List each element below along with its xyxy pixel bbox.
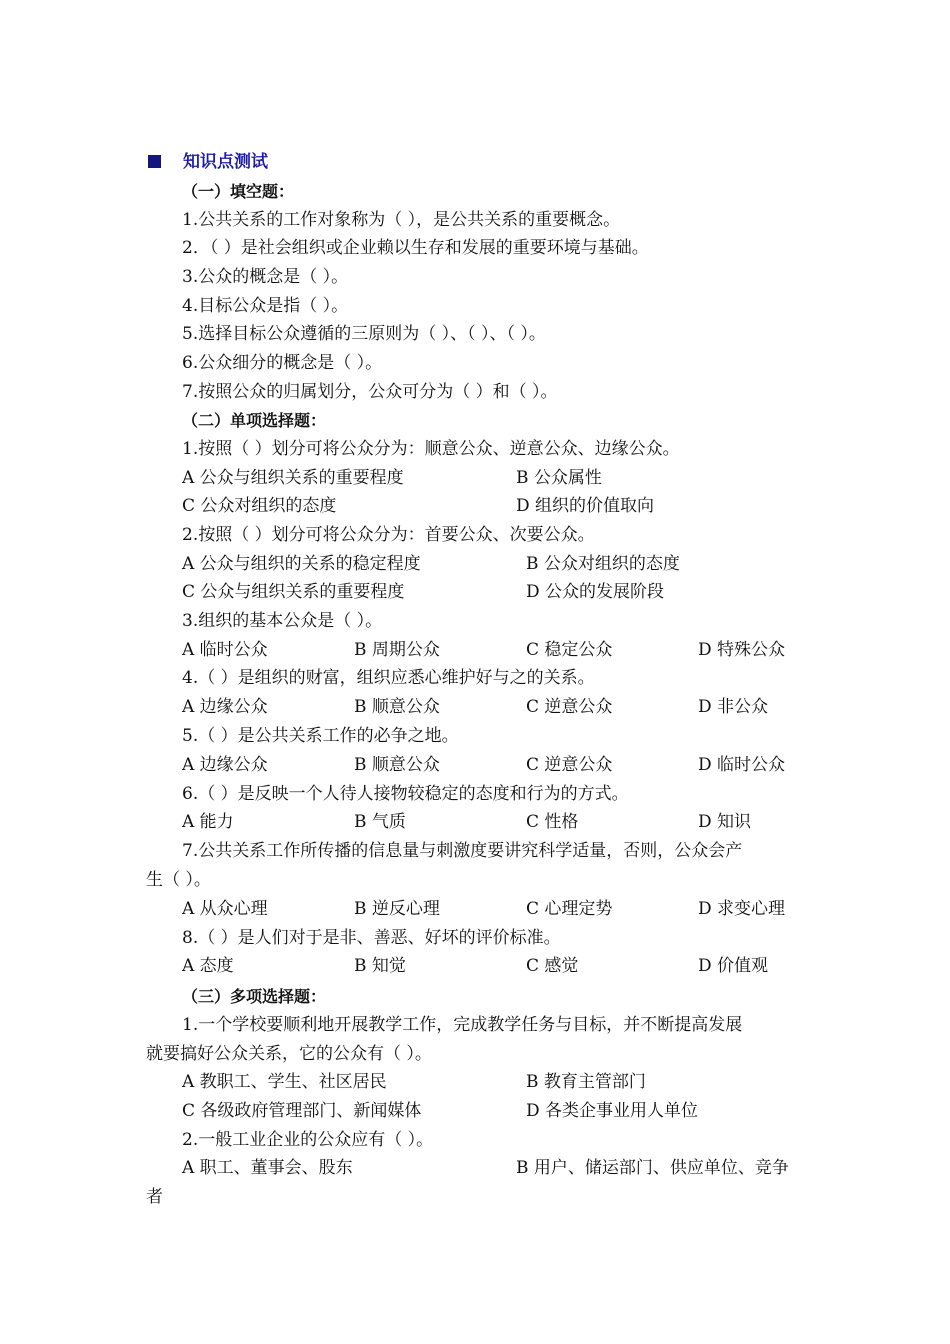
multi-section-title: （三）多项选择题： [182,987,327,1006]
option: A 边缘公众 [182,697,268,717]
option: B 公众属性 [516,468,602,488]
fill-question: 7.按照公众的归属划分，公众可分为（ ）和（ ）。 [182,382,558,402]
option: D 各类企事业用人单位 [526,1101,699,1121]
single-question: 3.组织的基本公众是（ ）。 [182,611,383,631]
option-row [182,952,882,981]
option: D 价值观 [698,956,769,976]
option: D 公众的发展阶段 [526,582,665,602]
option: B 教育主管部门 [526,1072,646,1092]
option: B 顺意公众 [354,697,440,717]
multi-question: 2.一般工业企业的公众应有（ ）。 [182,1130,434,1150]
single-question: 7.公共关系工作所传播的信息量与刺激度要讲究科学适量，否则，公众会产 [182,841,743,861]
option-row [182,751,882,780]
option: B 顺意公众 [354,755,440,775]
option: A 边缘公众 [182,755,268,775]
option-row [182,550,882,579]
option-row [182,636,882,665]
single-question: 4.（ ）是组织的财富，组织应悉心维护好与之的关系。 [182,668,595,688]
fill-question: 4.目标公众是指（ ）。 [182,296,349,316]
option-row [182,693,882,722]
option: A 态度 [182,956,234,976]
fill-question: 3.公众的概念是（ ）。 [182,267,349,287]
single-question: 2.按照（ ）划分可将公众分为：首要公众、次要公众。 [182,525,595,545]
option: D 求变心理 [698,899,786,919]
fill-question: 1.公共关系的工作对象称为（ ），是公共关系的重要概念。 [182,210,621,230]
option: A 能力 [182,812,234,832]
option: A 公众与组织关系的重要程度 [182,468,404,488]
fill-section-title: （一）填空题： [182,182,295,201]
option: C 逆意公众 [526,697,613,717]
option-row [182,1097,882,1126]
option: B 周期公众 [354,640,440,660]
option: B 用户、储运部门、供应单位、竞争 [516,1158,789,1178]
multi-question: 1.一个学校要顺利地开展教学工作，完成教学任务与目标，并不断提高发展 [182,1015,743,1035]
single-question: 6.（ ）是反映一个人待人接物较稳定的态度和行为的方式。 [182,784,629,804]
single-question: 5.（ ）是公共关系工作的必争之地。 [182,726,459,746]
option: C 感觉 [526,956,579,976]
single-section-title: （二）单项选择题： [182,411,327,430]
fill-question: 5.选择目标公众遵循的三原则为（ ）、（ ）、（ ）。 [182,324,546,344]
option: C 逆意公众 [526,755,613,775]
option: B 知觉 [354,956,406,976]
option-continued: 者 [146,1187,163,1207]
option: C 公众对组织的态度 [182,496,337,516]
option: A 从众心理 [182,899,268,919]
single-question-continued: 生（ ）。 [146,870,211,890]
option-row [182,895,882,924]
option-row [182,808,882,837]
option: B 公众对组织的态度 [526,554,680,574]
single-question: 1.按照（ ）划分可将公众分为：顺意公众、逆意公众、边缘公众。 [182,439,680,459]
option: C 稳定公众 [526,640,613,660]
option: D 特殊公众 [698,640,786,660]
option: B 气质 [354,812,406,832]
multi-question-continued: 就要搞好公众关系，它的公众有（ ）。 [146,1044,432,1064]
option: D 知识 [698,812,752,832]
option: C 各级政府管理部门、新闻媒体 [182,1101,422,1121]
option: D 组织的价值取向 [516,496,655,516]
option: A 公众与组织的关系的稳定程度 [182,554,421,574]
single-question: 8.（ ）是人们对于是非、善恶、好坏的评价标准。 [182,928,561,948]
option: D 非公众 [698,697,769,717]
option: B 逆反心理 [354,899,440,919]
section-heading [148,148,268,177]
option: C 性格 [526,812,579,832]
fill-question: 6.公众细分的概念是（ ）。 [182,353,383,373]
option-row [182,1154,882,1183]
option-row [182,1068,882,1097]
option: D 临时公众 [698,755,786,775]
option-row [182,578,882,607]
square-bullet-icon [148,155,161,168]
fill-question: 2．（ ）是社会组织或企业赖以生存和发展的重要环境与基础。 [182,238,649,258]
option: A 教职工、学生、社区居民 [182,1072,387,1092]
heading-text: 知识点测试 [183,152,268,172]
option-row [182,492,882,521]
option: A 临时公众 [182,640,268,660]
option: C 心理定势 [526,899,613,919]
option-row [182,464,882,493]
option: C 公众与组织关系的重要程度 [182,582,405,602]
option: A 职工、董事会、股东 [182,1158,353,1178]
